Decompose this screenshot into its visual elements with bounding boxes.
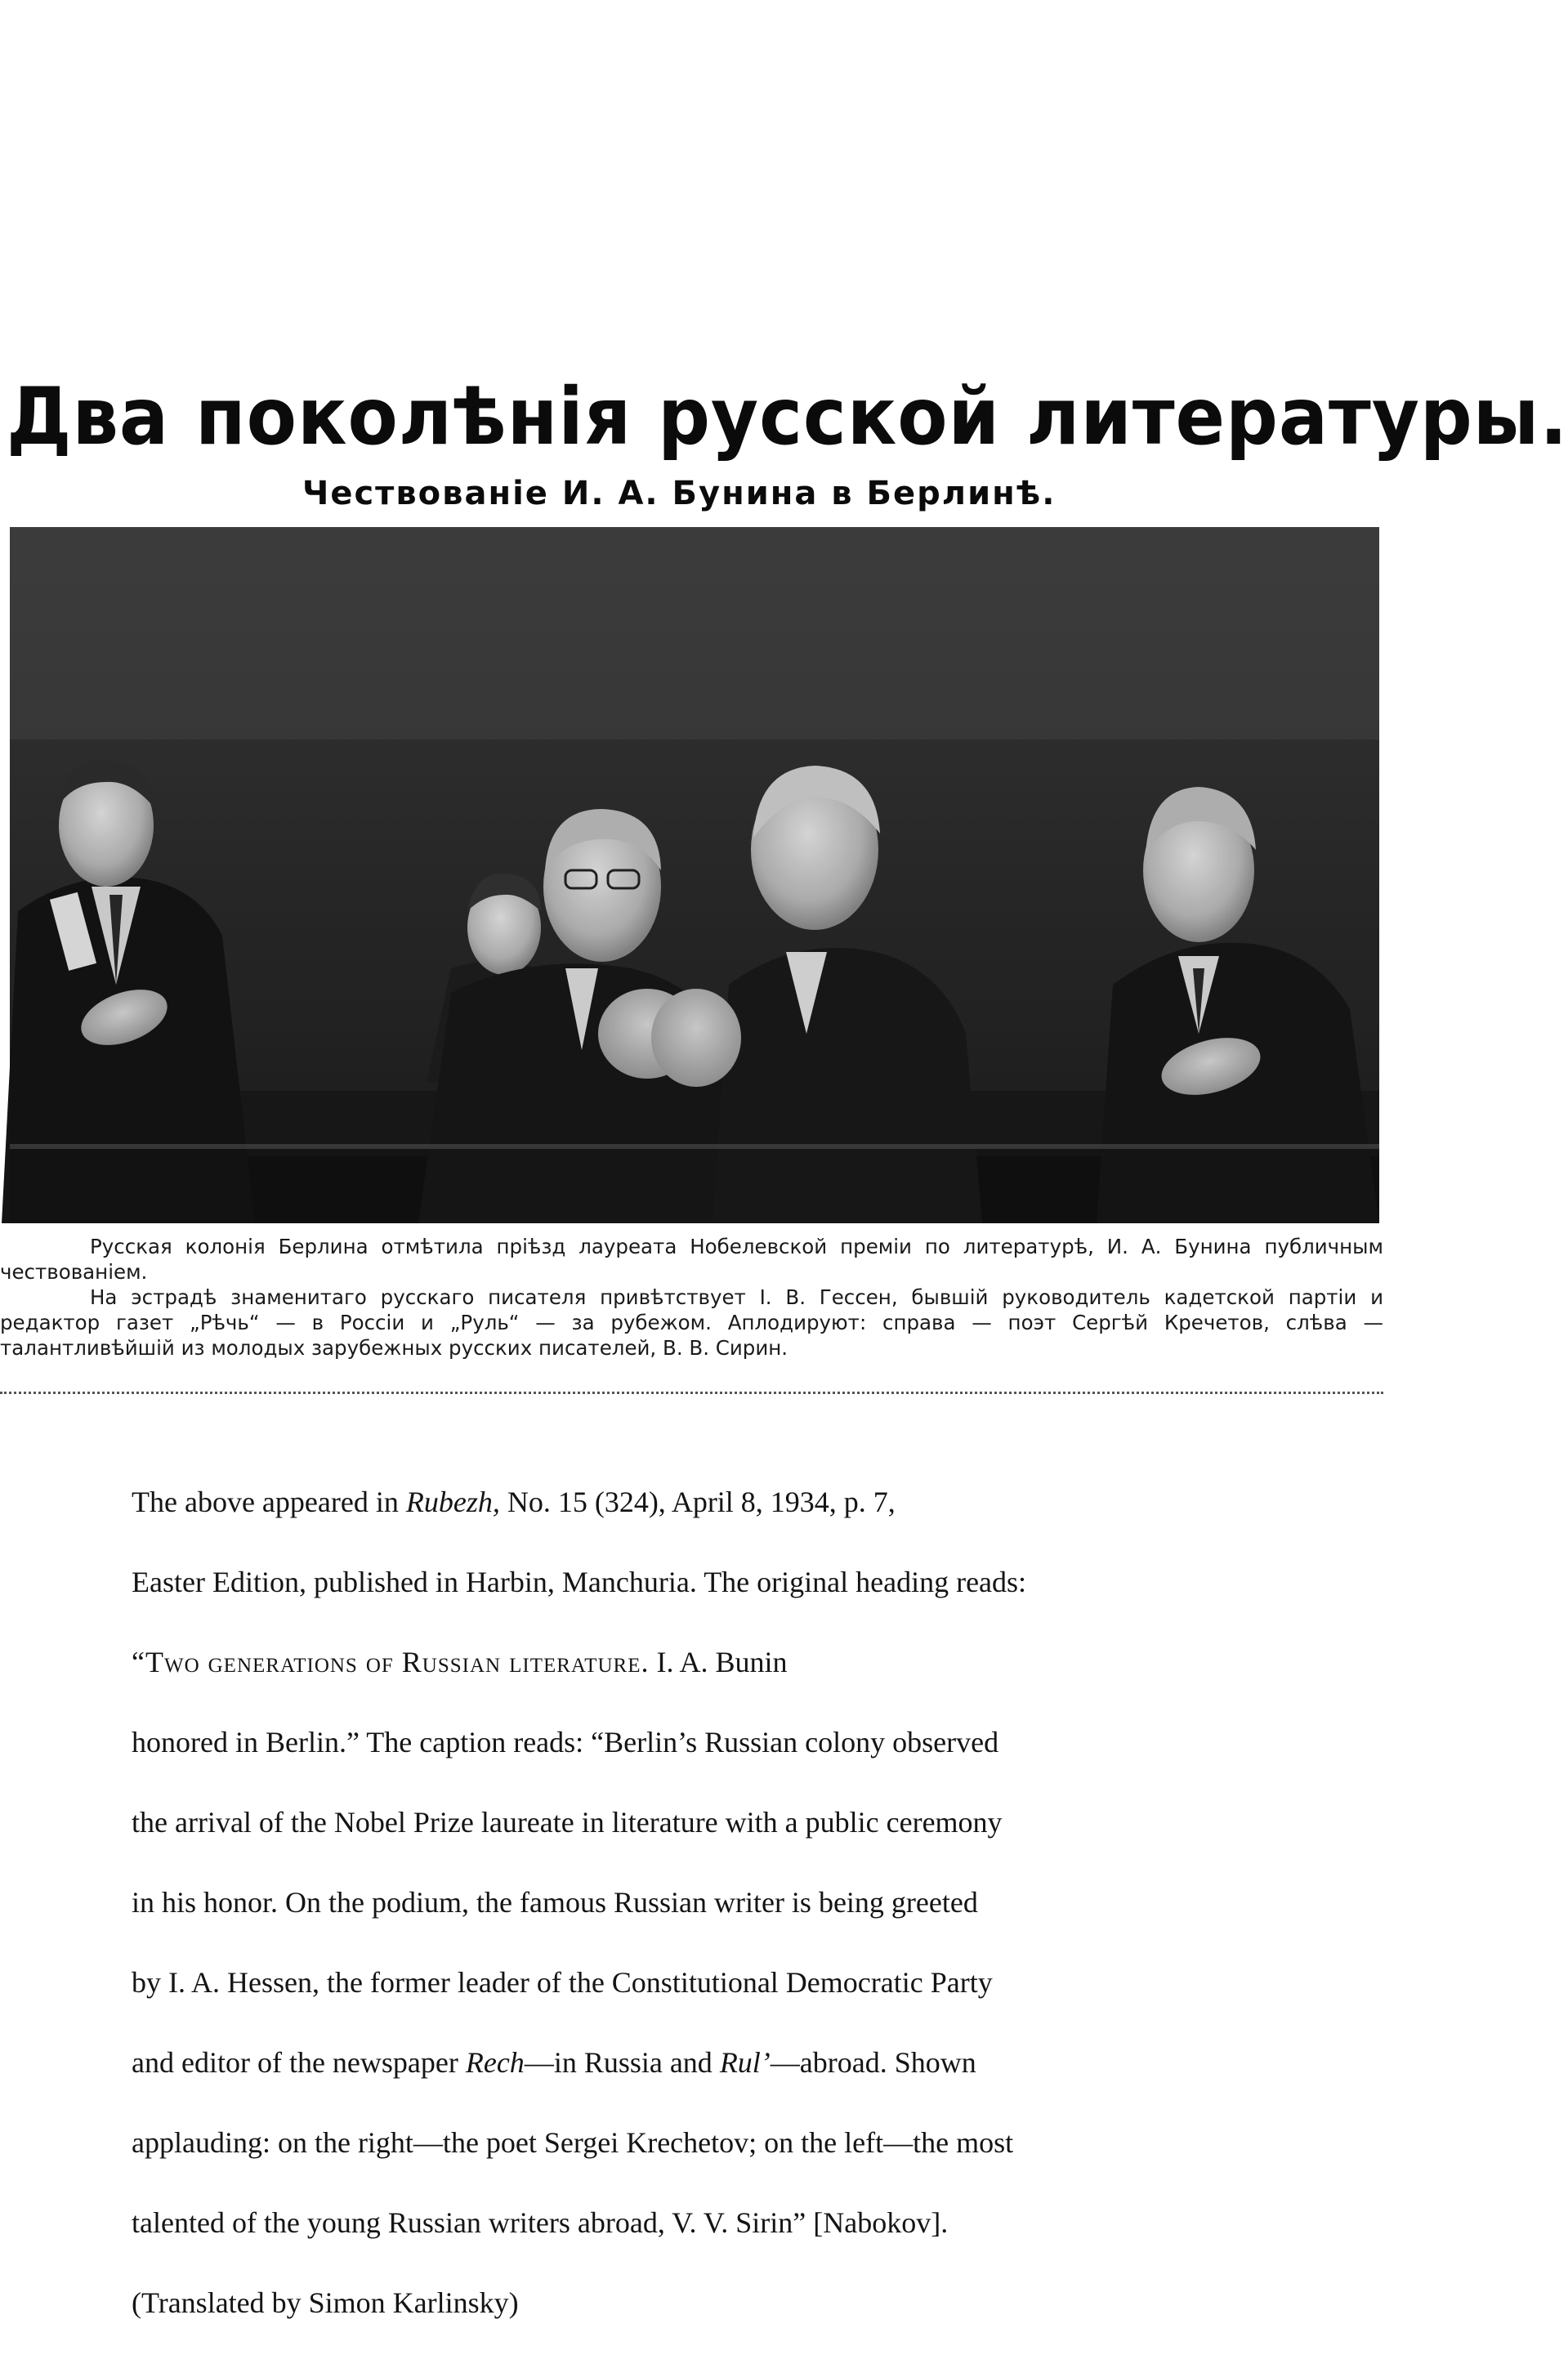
newspaper-name-rul: Rul’: [719, 2046, 771, 2079]
note-line-1: [132, 1482, 1202, 1522]
newspaper-name-rech: Rech: [465, 2046, 525, 2079]
clipping-photograph: [10, 527, 1379, 1223]
clipping-caption-paragraph-1: Русская колонія Берлина отмѣтила пріѣзд лауреата Нобелевской преміи по литературѣ, И. А. Бунина публичным чествованіем.: [0, 1235, 1383, 1284]
clipping-caption-paragraph-2: На эстрадѣ знаменитаго русскаго писателя привѣтствует І. В. Гессен, бывшій руководитель кадетской партіи и редактор газет „Рѣчь“ — в Россіи и „Руль“ — за рубежом. Аплодируют: справа — поэт Сергѣй Кречетов, слѣва — талантливѣйшій из молодых зарубежных русских писателей, В. В. Сирин.: [0, 1285, 1383, 1360]
note-text: I. A. Bunin: [649, 1646, 788, 1678]
clipping-subheadline: Чествованіе И. А. Бунина в Берлинѣ.: [302, 475, 1057, 512]
note-line-8: [132, 2043, 1202, 2083]
note-line-9: applauding: on the right—the poet Sergei Krechetov; on the left—the most: [132, 2126, 1014, 2159]
note-line-6: in his honor. On the podium, the famous Russian writer is being greeted: [132, 1886, 978, 1919]
publication-title: Rubezh,: [405, 1486, 500, 1518]
clipping-headline: Два поколѣнія русской литературы.: [7, 371, 1568, 463]
note-line-10: talented of the young Russian writers abroad, V. V. Sirin” [Nabokov].: [132, 2206, 949, 2239]
note-line-4: honored in Berlin.” The caption reads: “Berlin’s Russian colony observed: [132, 1726, 999, 1758]
clipping-bottom-rule: [0, 1392, 1383, 1394]
note-text: No. 15 (324), April 8, 1934, p. 7,: [499, 1486, 896, 1518]
note-text: and editor of the newspaper: [132, 2046, 466, 2079]
original-heading: “Two generations of Russian literature.: [132, 1646, 650, 1678]
note-line-2: Easter Edition, published in Harbin, Manchuria. The original heading reads:: [132, 1566, 1027, 1598]
note-line-11: (Translated by Simon Karlinsky): [132, 2286, 519, 2319]
note-line-7: by I. A. Hessen, the former leader of the Constitutional Democratic Party: [132, 1966, 993, 1999]
note-text: —in Russia and: [524, 2046, 720, 2079]
note-text: The above appeared in: [132, 1486, 406, 1518]
translation-note: [132, 1442, 1202, 2363]
newspaper-clipping: [0, 371, 1568, 1401]
note-line-5: the arrival of the Nobel Prize laureate in literature with a public ceremony: [132, 1806, 1003, 1839]
clipping-caption: [0, 1234, 1383, 1361]
note-text: —abroad. Shown: [770, 2046, 976, 2079]
note-line-3: [132, 1642, 1202, 1683]
